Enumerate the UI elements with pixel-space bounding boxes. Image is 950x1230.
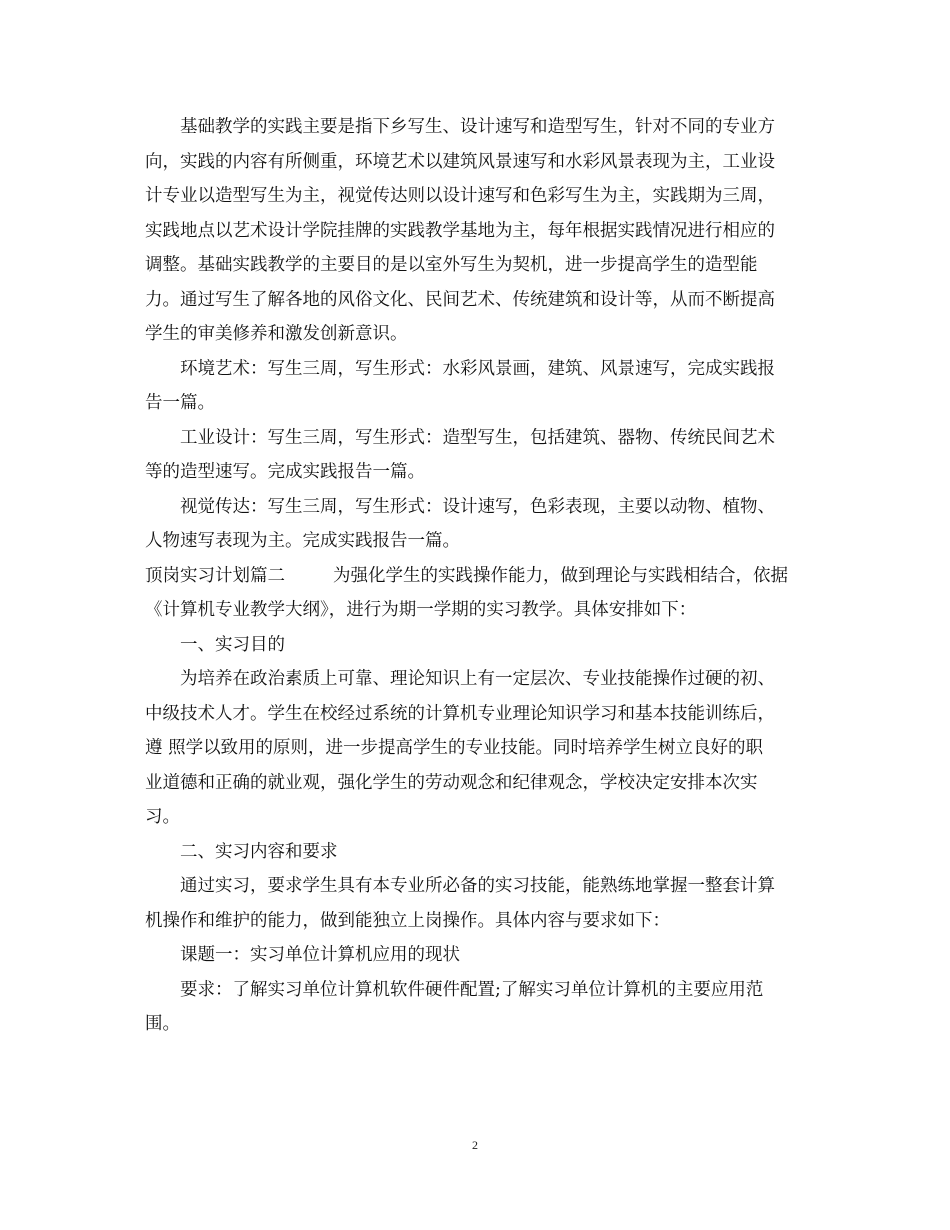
- text-line: 视觉传达：写生三周，写生形式：设计速写，色彩表现，主要以动物、植物、: [180, 496, 775, 517]
- text-line: 环境艺术：写生三周，写生形式：水彩风景画，建筑、风景速写，完成实践报: [180, 358, 775, 379]
- text-line: 计专业以造型写生为主，视觉传达则以设计速写和色彩写生为主，实践期为三周，: [145, 186, 775, 206]
- text-line: 业道德和正确的就业观，强化学生的劳动观念和纪律观念，学校决定安排本次实: [145, 772, 758, 793]
- paragraph-industrial-design: [145, 421, 815, 490]
- text-line: 告一篇。: [145, 393, 215, 413]
- text-line: 围。: [145, 1014, 180, 1034]
- document-body: [145, 110, 815, 1042]
- paragraph-basic-practice: [145, 110, 815, 352]
- paragraph-topic-one: [145, 938, 815, 973]
- text-line: 机操作和维护的能力，做到能独立上岗操作。具体内容与要求如下：: [145, 910, 670, 931]
- text-line: 课题一：实习单位计算机应用的现状: [180, 945, 460, 965]
- section-heading: 二、实习内容和要求: [180, 841, 338, 862]
- text-line: 通过实习，要求学生具有本专业所必备的实习技能，能熟练地掌握一整套计算: [180, 876, 775, 896]
- text-line: 遵 照学以致用的原则，进一步提高学生的专业技能。同时培养学生树立良好的职: [145, 738, 764, 758]
- text-line: 实践地点以艺术设计学院挂牌的实践教学基地为主，每年根据实践情况进行相应的: [145, 220, 775, 241]
- paragraph-section-one: [145, 628, 815, 663]
- text-line: 力。通过写生了解各地的风俗文化、民间艺术、传统建筑和设计等，从而不断提高: [145, 289, 775, 310]
- text-line: 人物速写表现为主。完成实践报告一篇。: [145, 531, 460, 551]
- text-line: 为培养在政治素质上可靠、理论知识上有一定层次、专业技能操作过硬的初、: [180, 669, 775, 689]
- section-heading: 顶岗实习计划篇二: [145, 565, 285, 586]
- page-number: 2: [472, 1138, 478, 1152]
- text-line: 习。: [145, 807, 180, 827]
- paragraph-section-two: [145, 835, 815, 870]
- text-line: 工业设计：写生三周，写生形式：造型写生，包括建筑、器物、传统民间艺术: [180, 427, 775, 448]
- paragraph-purpose: [145, 662, 815, 835]
- section-heading: 一、实习目的: [180, 634, 285, 655]
- text-line: 调整。基础实践教学的主要目的是以室外写生为契机，进一步提高学生的造型能: [145, 255, 758, 275]
- paragraph-env-art: [145, 352, 815, 421]
- paragraph-requirement: [145, 973, 815, 1042]
- paragraph-visual-comm: [145, 490, 815, 559]
- text-line: 等的造型速写。完成实践报告一篇。: [145, 462, 425, 482]
- lead-text: 为强化学生的实践操作能力，做到理论与实践相结合，依据: [333, 565, 788, 586]
- text-line: 向，实践的内容有所侧重，环境艺术以建筑风景速写和水彩风景表现为主，工业设: [145, 151, 775, 172]
- text-line: 基础教学的实践主要是指下乡写生、设计速写和造型写生，针对不同的专业方: [180, 117, 775, 137]
- paragraph-plan-two: [145, 559, 815, 628]
- text-line: [145, 559, 815, 594]
- text-line: 《计算机专业教学大纲》，进行为期一学期的实习教学。具体安排如下：: [145, 600, 697, 620]
- paragraph-content: [145, 869, 815, 938]
- text-line: 要求：了解实习单位计算机软件硬件配置;了解实习单位计算机的主要应用范: [180, 979, 764, 1000]
- text-line: 学生的审美修养和激发创新意识。: [145, 324, 408, 344]
- text-line: 中级技术人才。学生在校经过系统的计算机专业理论知识学习和基本技能训练后，: [145, 703, 775, 724]
